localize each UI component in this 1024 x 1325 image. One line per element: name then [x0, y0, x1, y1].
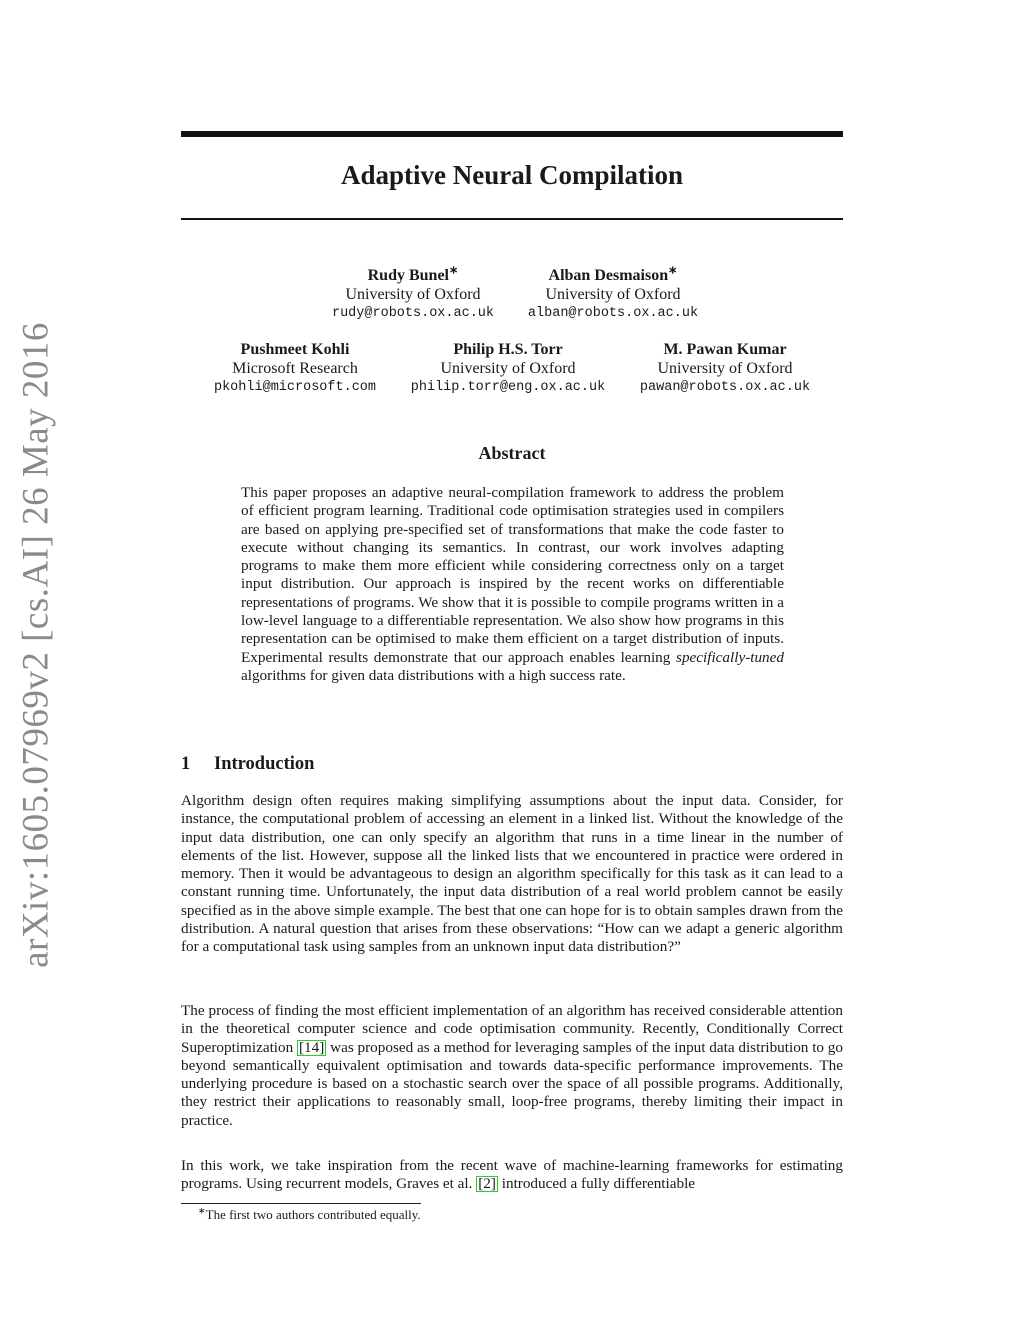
abstract-emphasis: specifically-tuned — [676, 648, 784, 666]
author-affiliation: University of Oxford — [657, 360, 793, 377]
citation-link[interactable]: [14] — [299, 1038, 325, 1056]
author-name: Rudy Bunel∗ — [367, 264, 459, 284]
author-email: philip.torr@eng.ox.ac.uk — [410, 380, 606, 395]
author-email: alban@robots.ox.ac.uk — [527, 306, 699, 321]
citation-link[interactable]: [2] — [478, 1175, 496, 1193]
author-email: rudy@robots.ox.ac.uk — [331, 306, 495, 321]
author-affiliation: University of Oxford — [440, 360, 576, 377]
footnote: ∗The first two authors contributed equally. — [198, 1205, 421, 1222]
author-block — [185, 340, 405, 397]
author-name: M. Pawan Kumar — [663, 341, 787, 358]
author-name: Philip H.S. Torr — [453, 341, 563, 358]
author-affiliation: Microsoft Research — [232, 360, 358, 377]
abstract-heading: Abstract — [478, 443, 546, 463]
author-email: pawan@robots.ox.ac.uk — [639, 380, 811, 395]
section-heading — [181, 754, 843, 775]
author-name: Alban Desmaison∗ — [548, 264, 678, 284]
body-paragraph: Algorithm design often requires making simplifying assumptions about the input data. Consider, for instance, the computational problem of accessing an element in a linked list. Without the knowledge of the input data distribution, one can only specify an algorithm that runs in a time linear in the number of elements of the list. However, suppose all the linked lists that we encountered in practice were ordered in memory. Then it would be advantageous to design an algorithm specifically for this task as it can lead to a constant running time. Unfortunately, the input data distribution of a real world problem cannot be easily specified as in the above simple example. The best that one can hope for is to obtain samples drawn from the distribution. A natural question that arises from these observations: “How can we adapt a generic algorithm for a computational task using samples from an unknown input data distribution?” — [181, 792, 843, 956]
abstract-text: This paper proposes an adaptive neural-compilation framework to address the problem of efficient program learning. Traditional code optimisation strategies used in compilers are based on applying pre-specified set of transformations that make the code faster to execute without changing its semantics. In contrast, our work involves adapting programs to make them more efficient while considering correctness only on a target input distribution. Our approach is inspired by the recent works on differentiable representations of programs. We show that it is possible to compile programs written in a low-level language to a differentiable representation. We also show how programs in this representation can be optimised to make them efficient on a target distribution of inputs. Experimental results demonstrate that our approach enables learning specifically-tuned algorithms for given data distributions with a high success rate. — [241, 484, 784, 684]
footnote-rule — [181, 1203, 421, 1204]
author-name: Pushmeet Kohli — [240, 341, 350, 358]
author-block — [303, 266, 523, 323]
arxiv-stamp-text: arXiv:1605.07969v2 [cs.AI] 26 May 2016 — [15, 322, 57, 968]
author-block — [615, 340, 835, 397]
title-rule-bottom — [181, 218, 843, 220]
author-affiliation: University of Oxford — [545, 286, 681, 303]
section-number: 1 — [181, 754, 191, 774]
body-paragraph: The process of finding the most efficient implementation of an algorithm has received considerable attention in the theoretical computer science and code optimisation community. Recently, Conditionally Correct Superoptimization [14] was proposed as a method for leveraging samples of the input data distribution to go beyond semantically equivalent optimisation and towards data-specific performance improvements. The underlying procedure is based on a stochastic search over the space of all possible programs. Additionally, they restrict their applications to reasonably small, loop-free programs, thereby limiting their impact in practice. — [181, 1002, 843, 1129]
body-paragraph: In this work, we take inspiration from the recent wave of machine-learning frameworks for estimating programs. Using recurrent models, Graves et al. [2] introduced a fully differentiable — [181, 1157, 843, 1193]
author-block — [503, 266, 723, 323]
section-title: Introduction — [214, 754, 315, 774]
title-rule-top — [181, 131, 843, 137]
author-email: pkohli@microsoft.com — [213, 380, 377, 395]
author-block — [398, 340, 618, 397]
author-affiliation: University of Oxford — [345, 286, 481, 303]
arxiv-stamp — [6, 322, 66, 968]
paper-title: Adaptive Neural Compilation — [340, 160, 683, 190]
